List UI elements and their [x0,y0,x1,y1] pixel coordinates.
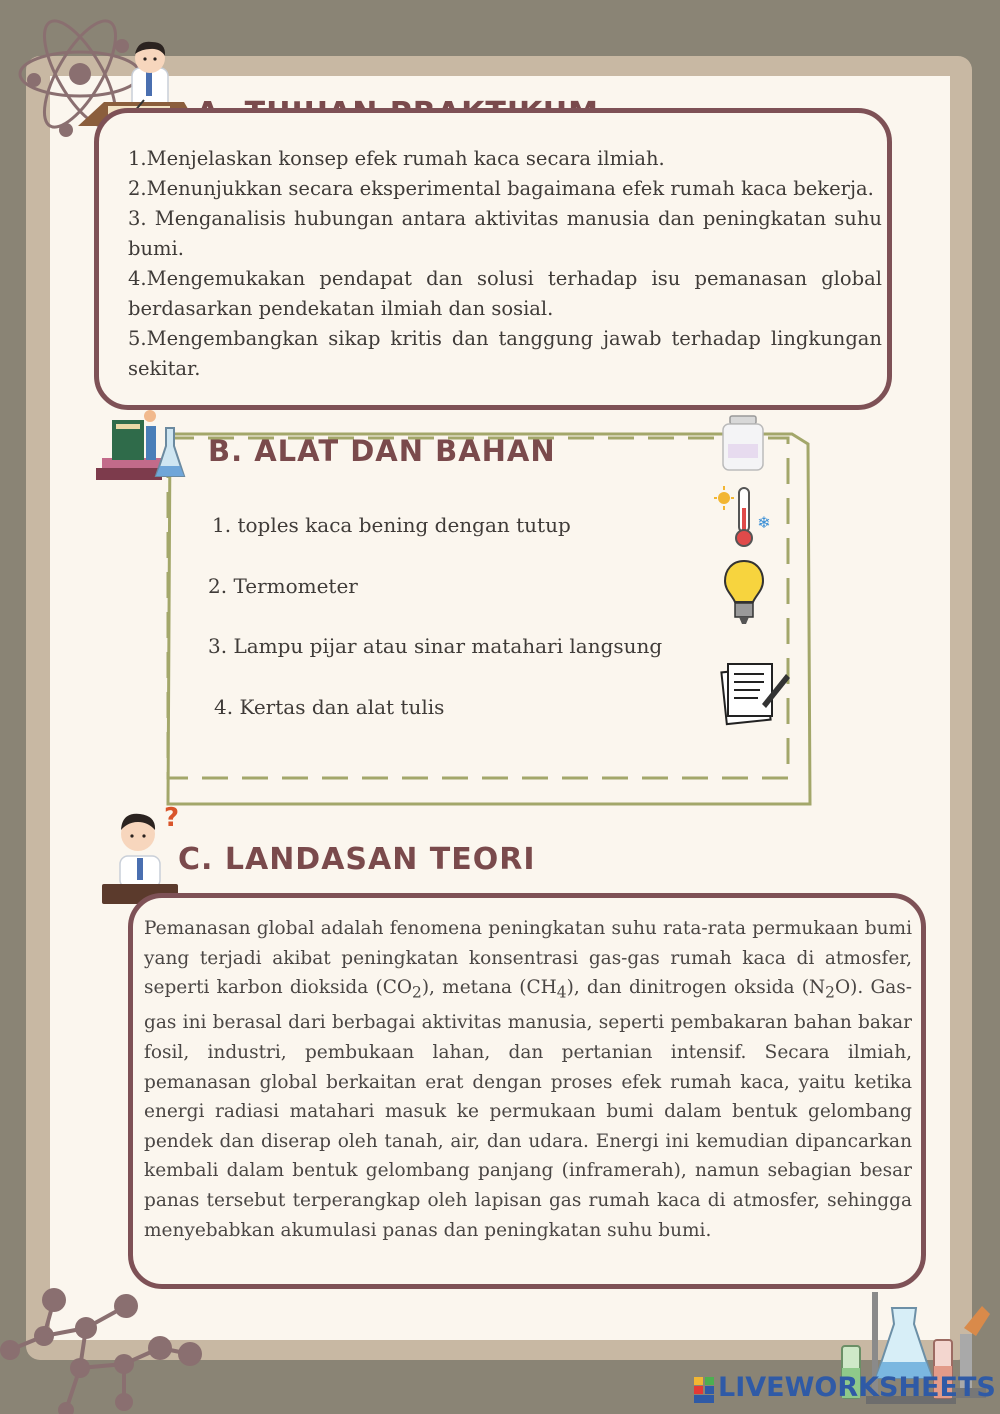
books-flask-icon [92,406,188,488]
theory-paragraph: Pemanasan global adalah fenomena peningkatan suhu rata-rata permukaan bumi yang terjadi akibat peningkatan konsentrasi gas-gas rumah kaca di atmosfer, seperti karbon dioksida $(CO_2)$, metana $(CH_4)$, dan dinitrogen oksida $(N_2O)$. Gas-gas ini berasal dari berbagai aktivitas manusia, seperti pembakaran bahan bakar fosil, industri, pembukaan lahan, dan pertanian intensif. Secara ilmiah, pemanasan global berkaitan erat dengan proses efek rumah kaca, yaitu ketika energi radiasi matahari masuk ke permukaan bumi dalam bentuk gelombang pendek dan diserap oleh tanah, air, dan udara. Energi ini kemudian dipancarkan kembali dalam bentuk gelombang panjang (inframerah), namun sebagian besar panas tersebut terperangkap oleh lapisan gas rumah kaca di atmosfer, sehingga menyebabkan akumulasi panas dan peningkatan suhu bumi. [144,918,913,1241]
objective-item: 3. Menganalisis hubungan antara aktivitas manusia dan peningkatan suhu bumi. [128,207,882,260]
material-item: 3. Lampu pijar atau sinar matahari langsung [208,634,663,658]
material-item: 4. Kertas dan alat tulis [214,695,445,719]
light-bulb-icon [722,558,766,628]
objective-item: 2.Menunjukkan secara eksperimental bagaimana efek rumah kaca bekerja. [128,177,874,200]
material-item: 1. toples kaca bening dengan tutup [212,513,571,537]
section-c-title: C. LANDASAN TEORI [178,842,536,877]
thermometer-icon [714,484,776,550]
objectives-list [128,144,882,384]
objective-item: 1.Menjelaskan konsep efek rumah kaca secara ilmiah. [128,147,665,170]
svg-text:❄: ❄ [757,513,771,532]
objective-item: 4.Mengemukakan pendapat dan solusi terhadap isu pemanasan global berdasarkan pendekatan ilmiah dan sosial. [128,267,882,320]
molecule-icon [0,1284,210,1414]
liveworksheets-watermark[interactable]: LIVEWORKSHEETS [718,1372,996,1403]
material-item: 2. Termometer [208,574,358,598]
section-b-title: B. ALAT DAN BAHAN [208,434,556,468]
svg-text:?: ? [164,803,180,833]
paper-pen-icon [718,658,794,726]
objective-item: 5.Mengembangkan sikap kritis dan tanggung jawab terhadap lingkungan sekitar. [128,327,882,380]
liveworksheets-logo-icon [694,1377,714,1403]
jar-icon [718,414,768,474]
